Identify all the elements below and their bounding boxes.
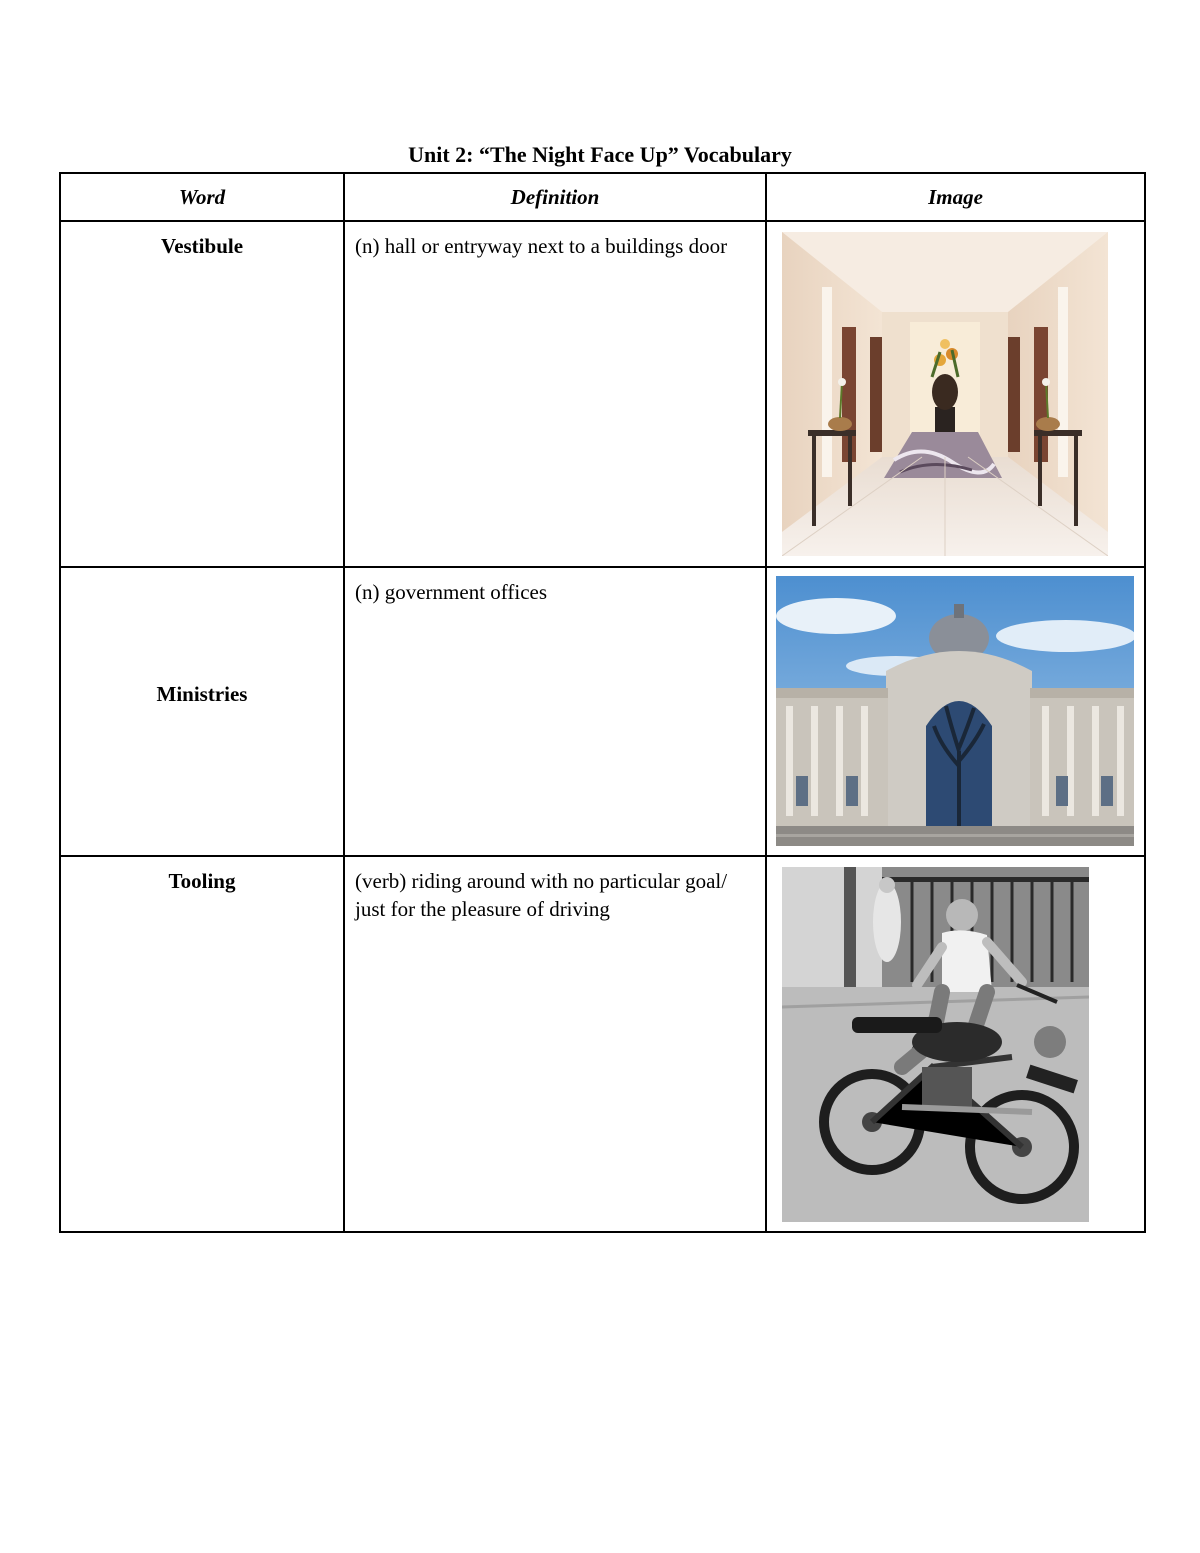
image-cell [766, 221, 1145, 567]
table-header-row [60, 173, 1145, 221]
header-definition: Definition [344, 173, 766, 221]
government-building-photo [776, 576, 1134, 846]
image-cell [766, 856, 1145, 1232]
word-cell [60, 856, 344, 1232]
vocabulary-table [59, 172, 1146, 1233]
table-row [60, 856, 1145, 1232]
table-row [60, 221, 1145, 567]
table-row [60, 567, 1145, 856]
definition-cell: (n) government offices [344, 567, 766, 856]
word-cell [60, 221, 344, 567]
word-tooling: Tooling [168, 869, 236, 893]
motorcycle-rider-photo [782, 867, 1089, 1222]
image-cell [766, 567, 1145, 856]
word-cell [60, 567, 344, 856]
word-vestibule: Vestibule [160, 234, 244, 258]
header-image: Image [766, 173, 1145, 221]
definition-cell: (n) hall or entryway next to a buildings door [344, 221, 766, 567]
word-ministries: Ministries [156, 681, 248, 706]
header-word: Word [60, 173, 344, 221]
definition-cell: (verb) riding around with no particular goal/ just for the pleasure of driving [344, 856, 766, 1232]
hallway-photo [782, 232, 1108, 556]
page-title: Unit 2: “The Night Face Up” Vocabulary [408, 142, 792, 167]
